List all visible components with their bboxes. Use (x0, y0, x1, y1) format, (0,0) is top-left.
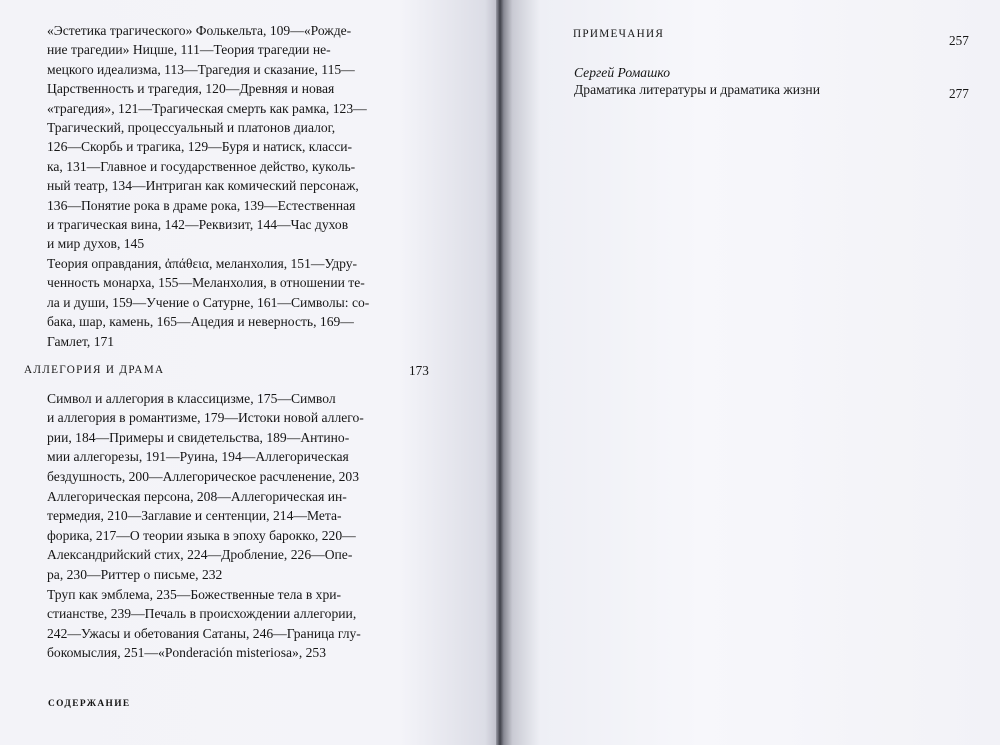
book-gutter (496, 0, 504, 745)
running-footer: СОДЕРЖАНИЕ (48, 699, 131, 709)
toc-paragraph-4: Аллегорическая персона, 208—Аллегорическая ин- термедия, 210—Заглавие и сентенции, 214—Мета- форика, 217—О теории языка в эпоху барокко, 220— Александрийский стих, 224—Дробление, 226—Опе- ра, 230—Риттер о письме, 232 (47, 489, 356, 582)
notes-page-number: 257 (949, 33, 969, 48)
article-title: Драматика литературы и драматика жизни (574, 82, 820, 97)
notes-heading: ПРИМЕЧАНИЯ (573, 28, 665, 40)
article-author: Сергей Ромашко (574, 65, 670, 80)
toc-paragraph-3: Символ и аллегория в классицизме, 175—Символ и аллегория в романтизме, 179—Истоки новой аллего- рии, 184—Примеры и свидетельства, 189—Антино- мии аллегорезы, 191—Руина, 194—Аллегорическая бездушность, 200—Аллегорическое расчленение, 203 (47, 391, 364, 484)
article-page-number: 277 (949, 86, 969, 101)
section-page-number: 173 (409, 363, 429, 378)
toc-paragraph-2: Теория оправдания, ἀπάθεια, меланхолия, 151—Удру- ченность монарха, 155—Меланхолия, в отношении те- ла и души, 159—Учение о Сатурне, 161—Символы: со- бака, шар, камень, 165—Ацедия и неверность, 169— Гамлет, 171 (47, 256, 370, 349)
toc-paragraph-1: «Эстетика трагического» Фолькельта, 109—«Рожде- ние трагедии» Ницше, 111—Теория трагедии не- мецкого идеализма, 113—Трагедия и сказание, 115— Царственность и трагедия, 120—Древняя и новая «трагедия», 121—Трагическая смерть как рамка, 123— Трагический, процессуальный и платонов диалог, 126—Скорбь и трагика, 129—Буря и натиск, класси- ка, 131—Главное и государственное действо, куколь- ный театр, 134—Интриган как комический персонаж, 136—Понятие рока в драме рока, 139—Естественная и трагическая вина, 142—Реквизит, 144—Час духов и мир духов, 145 (47, 23, 367, 252)
right-page (500, 0, 1000, 745)
toc-paragraph-5: Труп как эмблема, 235—Божественные тела в хри- стианстве, 239—Печаль в происхождении аллегории, 242—Ужасы и обетования Сатаны, 246—Граница глу- бокомыслия, 251—«Ponderación misteriosa», 253 (47, 587, 361, 661)
section-heading: АЛЛЕГОРИЯ И ДРАМА (24, 364, 165, 376)
